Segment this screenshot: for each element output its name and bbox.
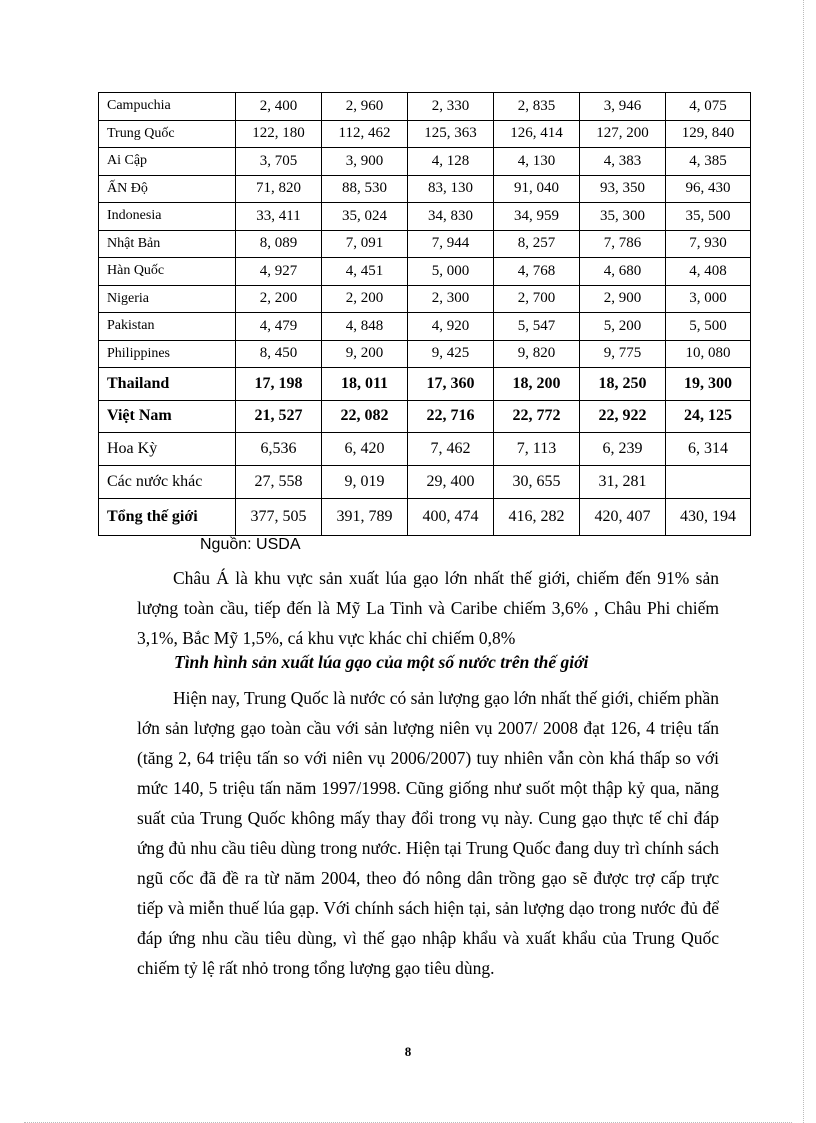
value-cell: 8, 450 [236, 340, 322, 368]
table-row [99, 148, 751, 176]
value-cell: 129, 840 [666, 120, 751, 148]
value-cell: 4, 848 [322, 313, 408, 341]
value-cell: 4, 768 [494, 258, 580, 286]
value-cell: 9, 820 [494, 340, 580, 368]
country-cell: Hoa Kỳ [99, 433, 236, 466]
value-cell: 27, 558 [236, 466, 322, 499]
value-cell: 8, 257 [494, 230, 580, 258]
value-cell: 2, 200 [322, 285, 408, 313]
country-cell: Campuchia [99, 93, 236, 121]
country-cell: Nhật Bản [99, 230, 236, 258]
value-cell: 91, 040 [494, 175, 580, 203]
value-cell: 400, 474 [408, 499, 494, 536]
value-cell: 2, 330 [408, 93, 494, 121]
table-row [99, 499, 751, 536]
country-cell: Các nước khác [99, 466, 236, 499]
country-cell: Việt Nam [99, 400, 236, 433]
value-cell: 34, 830 [408, 203, 494, 231]
value-cell: 2, 960 [322, 93, 408, 121]
value-cell: 33, 411 [236, 203, 322, 231]
country-cell: Indonesia [99, 203, 236, 231]
table-row [99, 433, 751, 466]
value-cell: 6, 420 [322, 433, 408, 466]
value-cell: 7, 930 [666, 230, 751, 258]
table-row [99, 340, 751, 368]
value-cell: 22, 922 [580, 400, 666, 433]
table-body [99, 93, 751, 536]
value-cell: 2, 835 [494, 93, 580, 121]
value-cell: 122, 180 [236, 120, 322, 148]
value-cell: 9, 019 [322, 466, 408, 499]
country-cell: Trung Quốc [99, 120, 236, 148]
value-cell: 4, 383 [580, 148, 666, 176]
value-cell: 18, 011 [322, 368, 408, 401]
value-cell: 22, 082 [322, 400, 408, 433]
value-cell: 30, 655 [494, 466, 580, 499]
value-cell: 6,536 [236, 433, 322, 466]
table-row [99, 175, 751, 203]
table-row [99, 93, 751, 121]
value-cell: 3, 000 [666, 285, 751, 313]
rice-production-table [98, 92, 751, 536]
paragraph-china: Hiện nay, Trung Quốc là nước có sản lượng gạo lớn nhất thế giới, chiếm phần lớn sản lượng gạo toàn cầu với sản lượng niên vụ 2007/ 2008 đạt 126, 4 triệu tấn (tăng 2, 64 triệu tấn so với niên vụ 2006/2007) tuy nhiên vẫn còn khá thấp so với mức 140, 5 triệu tấn năm 1997/1998. Cũng giống như suốt một thập kỷ qua, năng suất của Trung Quốc không mấy thay đổi trong vụ này. Cung gạo thực tế chỉ đáp ứng đủ nhu cầu tiêu dùng trong nước. Hiện tại Trung Quốc đang duy trì chính sách ngũ cốc đã đề ra từ năm 2004, theo đó nông dân trồng gạo sẽ được trợ cấp trực tiếp và miễn thuế lúa gạp. Với chính sách hiện tại, sản lượng dạo trong nước đủ để đáp ứng nhu cầu tiêu dùng, vì thế gạo nhập khẩu và xuất khẩu của Trung Quốc chiếm tỷ lệ rất nhỏ trong tổng lượng gạo tiêu dùng. [137, 688, 719, 978]
table-row [99, 368, 751, 401]
value-cell: 377, 505 [236, 499, 322, 536]
country-cell: Thailand [99, 368, 236, 401]
value-cell: 112, 462 [322, 120, 408, 148]
value-cell: 5, 500 [666, 313, 751, 341]
source-note: Nguồn: USDA [200, 536, 301, 553]
value-cell: 17, 198 [236, 368, 322, 401]
value-cell: 4, 075 [666, 93, 751, 121]
value-cell: 22, 716 [408, 400, 494, 433]
value-cell: 2, 900 [580, 285, 666, 313]
value-cell: 420, 407 [580, 499, 666, 536]
value-cell: 7, 462 [408, 433, 494, 466]
value-cell: 83, 130 [408, 175, 494, 203]
value-cell: 88, 530 [322, 175, 408, 203]
value-cell: 7, 786 [580, 230, 666, 258]
country-cell: ẤN Độ [99, 175, 236, 203]
value-cell: 34, 959 [494, 203, 580, 231]
value-cell: 18, 200 [494, 368, 580, 401]
value-cell: 17, 360 [408, 368, 494, 401]
country-cell: Hàn Quốc [99, 258, 236, 286]
value-cell: 24, 125 [666, 400, 751, 433]
value-cell: 391, 789 [322, 499, 408, 536]
value-cell: 2, 200 [236, 285, 322, 313]
value-cell: 21, 527 [236, 400, 322, 433]
table-row [99, 466, 751, 499]
table-row [99, 313, 751, 341]
value-cell: 71, 820 [236, 175, 322, 203]
value-cell: 35, 500 [666, 203, 751, 231]
value-cell: 5, 200 [580, 313, 666, 341]
value-cell: 4, 130 [494, 148, 580, 176]
rice-production-table-container [98, 92, 750, 536]
value-cell: 9, 425 [408, 340, 494, 368]
value-cell: 4, 451 [322, 258, 408, 286]
country-cell: Tổng thế giới [99, 499, 236, 536]
value-cell: 10, 080 [666, 340, 751, 368]
section-heading: Tình hình sản xuất lúa gạo của một số nước trên thế giới [174, 652, 589, 672]
value-cell: 22, 772 [494, 400, 580, 433]
value-cell: 29, 400 [408, 466, 494, 499]
value-cell: 31, 281 [580, 466, 666, 499]
value-cell: 2, 300 [408, 285, 494, 313]
value-cell: 7, 091 [322, 230, 408, 258]
value-cell: 7, 944 [408, 230, 494, 258]
value-cell: 18, 250 [580, 368, 666, 401]
value-cell: 4, 479 [236, 313, 322, 341]
country-cell: Philippines [99, 340, 236, 368]
value-cell: 430, 194 [666, 499, 751, 536]
page-edge-right [803, 0, 804, 1123]
value-cell: 4, 408 [666, 258, 751, 286]
value-cell: 93, 350 [580, 175, 666, 203]
country-cell: Pakistan [99, 313, 236, 341]
table-row [99, 400, 751, 433]
value-cell: 2, 400 [236, 93, 322, 121]
paragraph-asia-share: Châu Á là khu vực sản xuất lúa gạo lớn nhất thế giới, chiếm đến 91% sản lượng toàn cầu, tiếp đến là Mỹ La Tinh và Caribe chiếm 3,6% , Châu Phi chiếm 3,1%, Bắc Mỹ 1,5%, cá khu vực khác chỉ chiếm 0,8% [137, 568, 719, 648]
value-cell: 7, 113 [494, 433, 580, 466]
value-cell: 125, 363 [408, 120, 494, 148]
value-cell: 35, 300 [580, 203, 666, 231]
value-cell: 3, 900 [322, 148, 408, 176]
table-row [99, 120, 751, 148]
value-cell: 6, 314 [666, 433, 751, 466]
page-number: 8 [404, 1044, 412, 1059]
value-cell: 126, 414 [494, 120, 580, 148]
value-cell: 4, 920 [408, 313, 494, 341]
value-cell: 127, 200 [580, 120, 666, 148]
value-cell: 4, 680 [580, 258, 666, 286]
value-cell: 19, 300 [666, 368, 751, 401]
value-cell: 416, 282 [494, 499, 580, 536]
value-cell: 9, 775 [580, 340, 666, 368]
value-cell: 4, 927 [236, 258, 322, 286]
table-row [99, 285, 751, 313]
value-cell: 3, 705 [236, 148, 322, 176]
country-cell: Nigeria [99, 285, 236, 313]
value-cell: 5, 547 [494, 313, 580, 341]
country-cell: Ai Cập [99, 148, 236, 176]
value-cell: 9, 200 [322, 340, 408, 368]
table-row [99, 203, 751, 231]
value-cell: 3, 946 [580, 93, 666, 121]
value-cell: 2, 700 [494, 285, 580, 313]
value-cell: 6, 239 [580, 433, 666, 466]
value-cell: 4, 128 [408, 148, 494, 176]
value-cell: 5, 000 [408, 258, 494, 286]
value-cell: 35, 024 [322, 203, 408, 231]
table-row [99, 230, 751, 258]
value-cell [666, 466, 751, 499]
value-cell: 8, 089 [236, 230, 322, 258]
value-cell: 4, 385 [666, 148, 751, 176]
value-cell: 96, 430 [666, 175, 751, 203]
table-row [99, 258, 751, 286]
